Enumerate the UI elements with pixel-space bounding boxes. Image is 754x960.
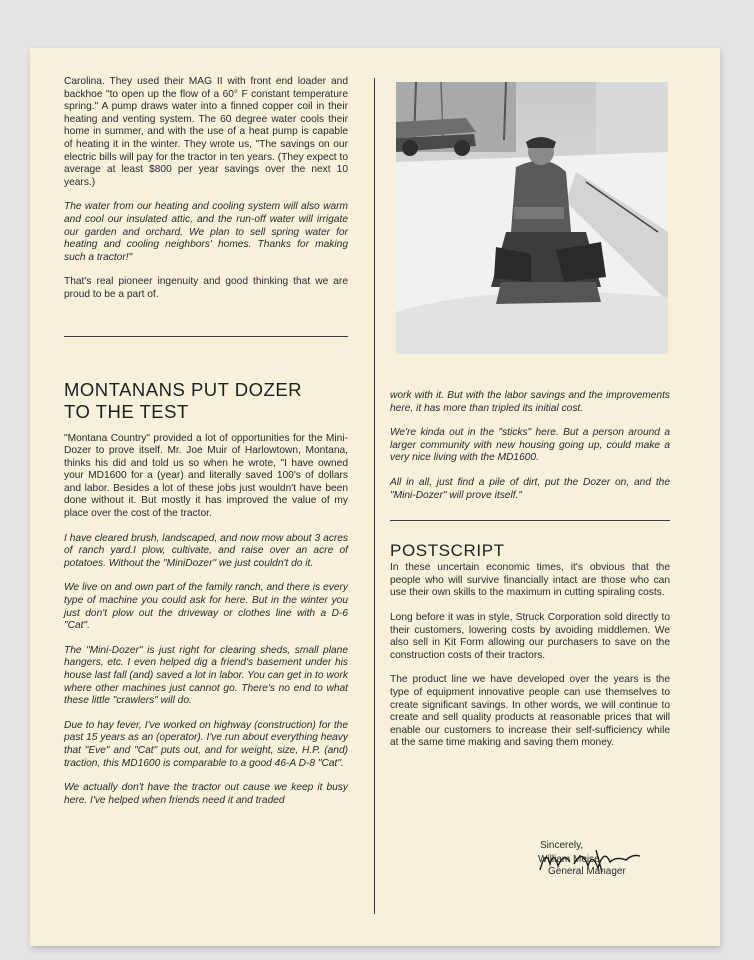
- signoff-title: General Manager: [548, 866, 626, 877]
- montana-heading-line-2: TO THE TEST: [64, 400, 189, 422]
- continued-paragraph-1: work with it. But with the labor savings and the improvements here, it has more than tripled its initial cost.: [390, 390, 670, 414]
- right-column: [390, 390, 670, 762]
- continued-paragraph-2: We're kinda out in the "sticks" here. But a person around a larger community with new housing going up, could make a very nice living with the MD1600.: [390, 427, 670, 464]
- postscript-heading: POSTSCRIPT: [390, 541, 505, 561]
- brochure-page: [30, 48, 720, 946]
- tractor-photo-graphic: [396, 82, 668, 354]
- signoff-closing: Sincerely,: [540, 840, 584, 851]
- signature-graphic: [536, 842, 656, 876]
- postscript-paragraph-3: The product line we have developed over the years is the type of equipment innovative people can use themselves to create significant savings. In other words, we will continue to create and sell quality products at reasonable prices that will enable our customers to increase their self-sufficiency while at the same time making and saving them money.: [390, 674, 670, 749]
- article-paragraph-2: I have cleared brush, landscaped, and now mow about 3 acres of ranch yard.I plow, cultivate, and raise over an acre of potatoes. Without the "MiniDozer" we just couldn't do it.: [64, 532, 348, 569]
- intro-paragraph-1: Carolina. They used their MAG II with front end loader and backhoe "to open up the flow of a 60° F constant temperature spring." A pump draws water into a finned copper coil in their heating and venting system. The 60 degree water cools their home in summer, and with the use of a heat pump is capable of heating it in the winter. They wrote us, "The savings on our electric bills will pay for the tractor in ten years. (They expect to average at least $800 per year savings over the next 10 years.): [64, 76, 348, 188]
- article-paragraph-3: We live on and own part of the family ranch, and there is every type of machine you could ask for here. But in the winter you just don't plow out the driveway or clothes line with a D-6 "Cat".: [64, 582, 348, 632]
- intro-section: [64, 76, 348, 302]
- signoff-block: [536, 840, 686, 878]
- intro-paragraph-2: The water from our heating and cooling system will also warm and cool our insulated attic, and the run-off water will irrigate our garden and orchard. We plan to sell spring water for heating and cooling neighbors' homes. Thanks for making such a tractor!": [64, 201, 348, 263]
- postscript-paragraph-2: Long before it was in style, Struck Corporation sold directly to their customers, lowering costs by avoiding middlemen. We also sell in Kit Form allowing our purchasers to save on the construction costs of their tractors.: [390, 611, 670, 661]
- tractor-photo: [396, 82, 668, 354]
- continued-paragraph-3: All in all, just find a pile of dirt, put the Dozer on, and the "Mini-Dozer" will prove itself.": [390, 476, 670, 501]
- intro-paragraph-3: That's real pioneer ingenuity and good thinking that we are proud to be a part of.: [64, 276, 348, 300]
- postscript-paragraph-1: In these uncertain economic times, it's obvious that the people who will survive financially intact are those who can use their own skills to the maximum in cutting spiraling costs.: [390, 562, 670, 599]
- montana-heading-line-1: MONTANANS PUT DOZER: [64, 378, 303, 400]
- article-paragraph-5: Due to hay fever, I've worked on highway (construction) for the past 15 years as an (operator). I've run about everything heavy that "Eve" and "Cat" puts out, and for weight, size, H.P. (and) traction, this MD1600 is comparable to a good 46-A D-8 "Cat".: [64, 719, 348, 769]
- article-paragraph-4: The "Mini-Dozer" is just right for clearing sheds, small plane hangers, etc. I even helped dig a friend's basement under his house last fall (and) saved a lot in labor. You can get in to work where other machines just cannot go. There's no end to what these little "crawlers" will do.: [64, 644, 348, 707]
- section-divider-left: [64, 336, 348, 337]
- column-divider: [374, 78, 375, 914]
- continued-article: [390, 390, 670, 502]
- montana-heading: [64, 379, 348, 423]
- section-divider-right: [390, 520, 670, 521]
- article-paragraph-1: "Montana Country" provided a lot of opportunities for the Mini-Dozer to prove itself. Mr. Joe Muir of Harlowtown, Montana, thinks his did and told us so when he wrote, "I have owned your MD1600 for a (year) and literally saved 100's of dollars and labor. Besides a lot of these jobs just wouldn't have been done without it. But mostly it has improved the value of my place over the cost of the tractor.: [64, 432, 348, 520]
- signoff-name: William Meise: [538, 854, 600, 865]
- postscript-section: [390, 562, 670, 750]
- article-paragraph-6: We actually don't have the tractor out cause we keep it busy here. I've helped when friends need it and traded: [64, 782, 348, 806]
- montana-article: [64, 433, 348, 808]
- left-column: [64, 76, 348, 819]
